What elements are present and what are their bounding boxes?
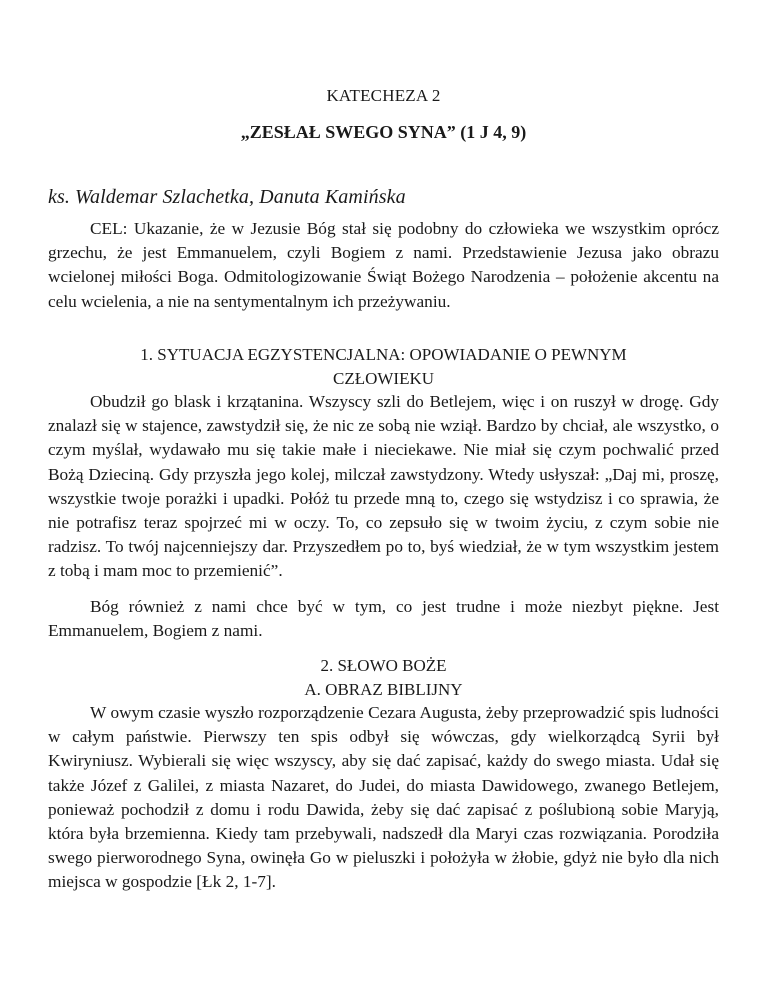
section-1-heading — [48, 343, 719, 391]
catechesis-number: KATECHEZA 2 — [326, 86, 441, 105]
biblical-text-paragraph: W owym czasie wyszło rozporządzenie Cezara Augusta, żeby przeprowadzić spis ludności w całym państwie. Pierwszy ten spis odbył się wówczas, gdy wielkorządcą Syrii był Kwiryniusz. Wybierali się więc wszyscy, aby się dać zapisać, każdy do swego miasta. Udał się także Józef z Galilei, z miasta Nazaret, do Judei, do miasta Dawidowego, zwanego Betlejem, ponieważ pochodził z domu i rodu Dawida, żeby się dać zapisać z poślubioną sobie Maryją, która była brzemienna. Kiedy tam przebywali, nadszedł dla Maryi czas rozwiązania. Porodziła swego pierworodnego Syna, owinęła Go w pieluszki i położyła w żłobie, gdyż nie było dla nich miejsca w gospodzie [Łk 2, 1-7]. — [48, 703, 719, 892]
section-1-heading-line-1: 1. SYTUACJA EGZYSTENCJALNA: OPOWIADANIE O PEWNYM — [140, 345, 627, 364]
page-title: „ZESŁAŁ SWEGO SYNA” (1 J 4, 9) — [240, 122, 527, 142]
story-conclusion-paragraph: Bóg również z nami chce być w tym, co jest trudne i może niezbyt piękne. Jest Emmanuelem, Bogiem z nami. — [48, 597, 719, 641]
goal-paragraph: CEL: Ukazanie, że w Jezusie Bóg stał się podobny do człowieka we wszystkim oprócz grzechu, że jest Emmanuelem, czyli Bogiem z nami. Przedstawienie Jezusa jako obrazu wcielonej miłości Boga. Odmitologizowanie Świąt Bożego Narodzenia – położenie akcentu na celu wcielenia, a nie na sentymentalnym ich przeżywaniu. — [48, 219, 719, 311]
section-2-heading: 2. SŁOWO BOŻE — [320, 656, 447, 675]
authors: ks. Waldemar Szlachetka, Danuta Kamińska — [48, 186, 406, 208]
section-1-heading-line-2: CZŁOWIEKU — [332, 369, 435, 388]
story-paragraph: Obudził go blask i krzątanina. Wszyscy szli do Betlejem, więc i on ruszył w drogę. Gdy znalazł się w stajence, zawstydził się, że nic ze sobą nie wziął. Bardzo by chciał, ale wszystko, o czym myślał, wydawało mu się takie małe i nieciekawe. Nie miał się czym pochwalić przed Bożą Dzieciną. Gdy przyszła jego kolej, milczał zawstydzony. Wtedy usłyszał: „Daj mi, proszę, wszystkie twoje porażki i upadki. Połóż tu przede mną to, czego się wstydzisz i co sprawia, że nie potrafisz teraz spojrzeć mi w oczy. To, co zepsuło się w twoim życiu, z czym sobie nie radzisz. To twój najcenniejszy dar. Przyszedłem po to, byś wiedział, że w tym wszystkim jestem z tobą i mam moc to przemienić”. — [48, 392, 719, 581]
section-2-subheading: A. OBRAZ BIBLIJNY — [304, 680, 463, 699]
